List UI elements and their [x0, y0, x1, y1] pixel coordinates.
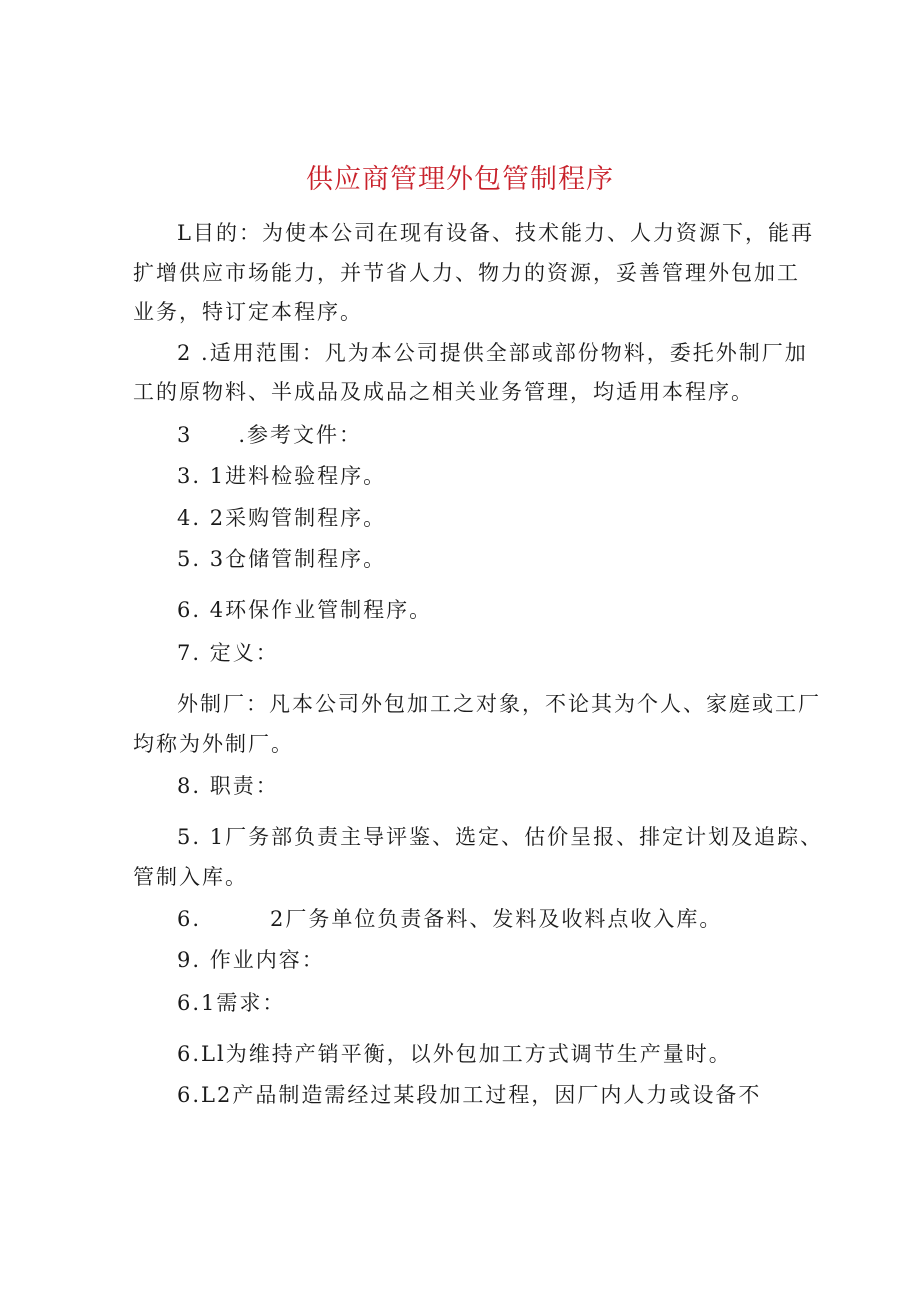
definition-line-1: 外制厂：凡本公司外包加工之对象，不论其为个人、家庭或工厂	[177, 692, 821, 716]
purpose-line-3: 业务，特订定本程序。	[133, 300, 363, 324]
scope-line-1: 2 .适用范围：凡为本公司提供全部或部份物料，委托外制厂加	[177, 341, 808, 365]
responsibility-item-1-cont: 管制入库。	[133, 865, 248, 889]
responsibility-item-1: 5. 1厂务部负责主导评鉴、选定、估价呈报、排定计划及追踪、	[177, 825, 824, 849]
reference-item-1: 3. 1进料检验程序。	[177, 464, 387, 488]
definition-heading: 7. 定义：	[177, 641, 279, 665]
responsibility-item-2: 6. 2厂务单位负责备料、发料及收料点收入库。	[177, 907, 723, 931]
purpose-line-2: 扩增供应市场能力，并节省人力、物力的资源，妥善管理外包加工	[133, 261, 800, 285]
reference-item-2: 4. 2采购管制程序。	[177, 506, 387, 530]
requirement-heading: 6.1需求：	[177, 991, 286, 1015]
requirement-item-2: 6.L2产品制造需经过某段加工过程，因厂内人力或设备不	[177, 1083, 762, 1107]
purpose-line-1: L目的：为使本公司在现有设备、技术能力、人力资源下，能再	[177, 221, 814, 245]
procedure-heading: 9. 作业内容：	[177, 948, 325, 972]
responsibility-heading: 8. 职责：	[177, 774, 279, 798]
reference-heading: 3 .参考文件：	[177, 423, 363, 447]
requirement-item-1: 6.Ll为维持产销平衡，以外包加工方式调节生产量时。	[177, 1042, 732, 1066]
scope-line-2: 工的原物料、半成品及成品之相关业务管理，均适用本程序。	[133, 380, 754, 404]
reference-item-4: 6. 4环保作业管制程序。	[177, 598, 433, 622]
reference-item-3: 5. 3仓储管制程序。	[177, 547, 387, 571]
document-title: 供应商管理外包管制程序	[306, 164, 614, 195]
definition-line-2: 均称为外制厂。	[133, 732, 294, 756]
